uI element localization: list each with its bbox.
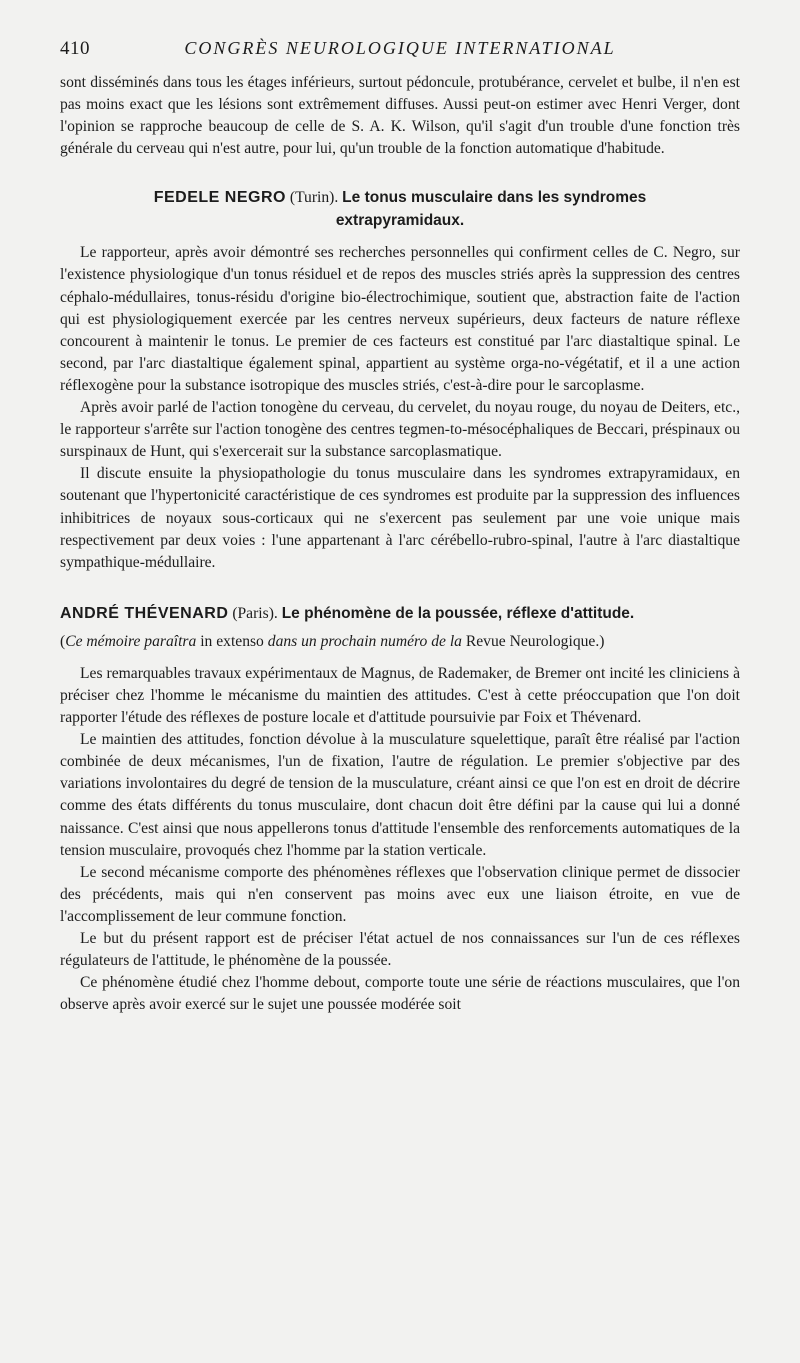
- paragraph: Les remarquables travaux expérimentaux de Magnus, de Rademaker, de Bremer ont incité les cliniciens à préciser chez l'homme le mécanisme du maintien des attitudes. C'est à cette préoccupation que l'on doit rapporter l'étude des réflexes de posture locale et d'attitude poursuivie par Foix et Thévenard.: [60, 664, 740, 727]
- paragraph: Le rapporteur, après avoir démontré ses recherches personnelles qui confirment celles de C. Negro, sur l'existence physiologique d'un tonus résiduel et de repos des muscles striés après la suppression des centres céphalo-médullaires, tonus-résidu d'origine bio-électrochimique, soutient que, abstraction faite de l'action qui est physiologiquement exercée par les centres nerveux supérieurs, deux facteurs de nature réflexe concourent à maintenir le tonus. Le premier de ces facteurs est constitué par l'arc diastaltique spinal. Le second, par l'arc diastaltique également spinal, appartient au système orga-no-végétatif, et il a une action réflexogène pour la substance isotropique des muscles striés, c'est-à-dire pour le sarcoplasme.: [60, 244, 740, 394]
- publication-note: (Ce mémoire paraîtra in extenso dans un prochain numéro de la Revue Neurologique.): [60, 632, 605, 650]
- section-title: Le phénomène de la poussée, réflexe d'attitude.: [281, 604, 635, 622]
- paragraph: Ce phénomène étudié chez l'homme debout, comporte toute une série de réactions musculaires, que l'on observe après avoir exercé sur le sujet une poussée modérée soit: [60, 974, 740, 1014]
- section-title: Le tonus musculaire dans les syndromes: [342, 189, 647, 207]
- page-body: [60, 72, 740, 1016]
- paragraph: Il discute ensuite la physiopathologie du tonus musculaire dans les syndromes extrapyramidaux, en soutenant que l'hypertonicité caractéristique de ces syndromes est produite par la suppression des influences inhibitrices de noyaux sous-corticaux qui ne s'exercent pas seulement par une voie unique mais respectivement par deux voies : l'une appartenant à l'arc cérébello-rubro-spinal, l'autre à l'arc diastaltique sympathique-médullaire.: [60, 465, 740, 571]
- paragraph: Le maintien des attitudes, fonction dévolue à la musculature squelettique, paraît être réalisé par l'action combinée de deux mécanismes, l'un de fixation, l'autre de régulation. Le premier s'objective par des variations involontaires du degré de tension de la musculature, créant ainsi ce que l'on est en droit de décrire comme des états différents du tonus musculaire, dont chacun doit être défini par la cause qui lui a donné naissance. C'est ainsi que nous appellerons tonus d'attitude l'ensemble des renforcements automatiques de la tension musculaire, provoqués chez l'homme par la station verticale.: [60, 731, 740, 859]
- page-header: [60, 38, 740, 64]
- paragraph: Après avoir parlé de l'action tonogène du cerveau, du cervelet, du noyau rouge, du noyau de Deiters, etc., le rapporteur s'arrête sur l'action tonogène des centres tegmen-to-mésocéphaliques de Beccari, préspinaux ou surspinaux de Hunt, qui s'exercerait sur la substance sarcoplasmatique.: [60, 399, 740, 461]
- page-number: 410: [60, 38, 90, 59]
- author-affiliation: (Turin).: [289, 189, 339, 207]
- running-title: CONGRÈS NEUROLOGIQUE INTERNATIONAL: [184, 38, 616, 58]
- lead-paragraph: sont disséminés dans tous les étages inférieurs, surtout pédoncule, protubérance, cervelet et bulbe, il n'en est pas moins exact que les lésions sont extrêmement diffuses. Aussi peut-on estimer avec Henri Verger, dont l'opinion se rapproche beaucoup de celle de S. A. K. Wilson, qu'il s'agit d'un trouble d'une fonction très générale du cerveau qui n'est autre, pour lui, qu'un trouble de la fonction automatique d'habitude.: [60, 74, 740, 158]
- author-name: ANDRÉ THÉVENARD: [60, 604, 229, 622]
- section-heading-thevenard: [60, 602, 740, 625]
- paragraph: Le but du présent rapport est de préciser l'état actuel de nos connaissances sur l'un de ces réflexes régulateurs de l'attitude, le phénomène de la poussée.: [60, 930, 740, 970]
- paragraph: Le second mécanisme comporte des phénomènes réflexes que l'observation clinique permet de dissocier des précédents, mais qui n'en conservent pas moins avec eux une liaison étroite, en vue de l'accomplissement de leur commune fonction.: [60, 863, 740, 925]
- author-affiliation: (Paris).: [232, 604, 278, 622]
- author-name: FEDELE NEGRO: [153, 189, 286, 207]
- section-title-continued: extrapyramidaux.: [335, 212, 465, 230]
- section-heading-negro: [60, 186, 740, 232]
